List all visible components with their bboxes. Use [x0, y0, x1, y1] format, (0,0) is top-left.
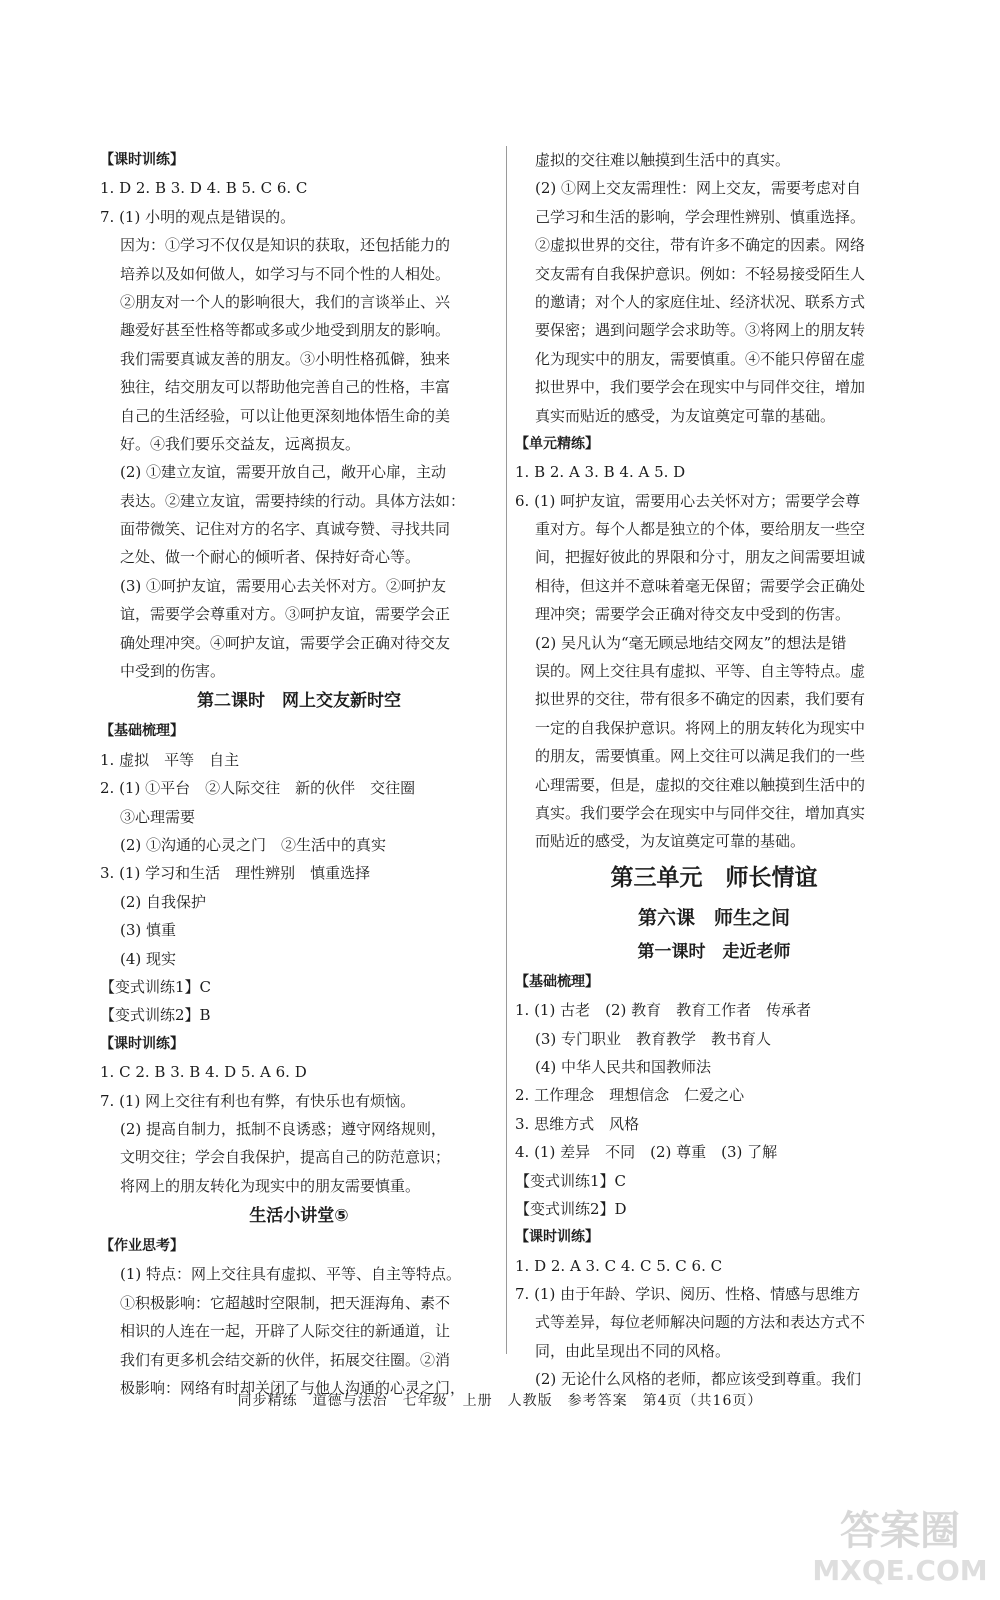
section-tag: 【单元精练】	[515, 435, 599, 452]
left-text-line: 独往，结交朋友可以帮助他完善自己的性格，丰富	[120, 378, 451, 397]
right-text-line: (2) ①网上交友需理性：网上交友，需要考虑对自	[535, 179, 862, 198]
right-text-line: 重对方。每个人都是独立的个体，要给朋友一些空	[535, 520, 866, 539]
left-text-line: (3) ①呵护友谊，需要用心去关怀对方。②呵护友	[120, 576, 447, 595]
left-text-line: (2) ①沟通的心灵之门 ②生活中的真实	[120, 835, 387, 854]
right-text-line: (2) 无论什么风格的老师，都应该受到尊重。我们	[535, 1370, 862, 1389]
section-tag: 【课时训练】	[100, 1035, 184, 1052]
section-tag: 【作业思考】	[100, 1238, 184, 1255]
column-divider	[506, 146, 507, 1354]
right-text-line: 2. 工作理念 理想信念 仁爱之心	[515, 1086, 745, 1105]
right-text-line: 7. (1) 由于年龄、学识、阅历、性格、情感与思维方	[515, 1285, 861, 1304]
right-text-line: 1. B 2. A 3. B 4. A 5. D	[515, 463, 686, 482]
left-text-line: 相识的人连在一起，开辟了人际交往的新通道，让	[120, 1322, 451, 1341]
left-text-line: ②朋友对一个人的影响很大，我们的言谈举止、兴	[120, 292, 451, 311]
left-text-line: 3. (1) 学习和生活 理性辨别 慎重选择	[100, 864, 371, 883]
left-text-line: 7. (1) 网上交往有利也有弊，有快乐也有烦恼。	[100, 1091, 416, 1110]
left-text-line: (1) 特点：网上交往具有虚拟、平等、自主等特点。	[120, 1265, 462, 1284]
right-text-line: 虚拟的交往难以触摸到生活中的真实。	[535, 151, 791, 169]
right-text-line: 相待，但这并不意味着毫无保留；需要学会正确处	[535, 576, 866, 595]
left-text-line: 培养以及如何做人，如学习与不同个性的人相处。	[120, 264, 451, 283]
right-text-line: 拟世界中，我们要学会在现实中与同伴交往，增加	[535, 378, 866, 397]
left-text-line: 文明交往；学会自我保护，提高自己的防范意识；	[120, 1148, 451, 1167]
right-text-line: 同，由此呈现出不同的风格。	[535, 1341, 731, 1360]
page-footer: 同步精练 道德与法治 七年级 上册 人教版 参考答案 第4页（共16页）	[237, 1393, 763, 1409]
left-text-line: 因为：①学习不仅仅是知识的获取，还包括能力的	[120, 236, 451, 255]
right-text-line: 误的。网上交往具有虚拟、平等、自主等特点。虚	[535, 662, 866, 681]
left-text-line: 表达。②建立友谊，需要持续的行动。具体方法如：	[120, 491, 466, 510]
left-text-line: 1. C 2. B 3. B 4. D 5. A 6. D	[100, 1063, 307, 1082]
left-text-line: 确处理冲突。④呵护友谊，需要学会正确对待交友	[120, 633, 451, 652]
section-tag: 【课时训练】	[515, 1229, 599, 1246]
right-text-line: 【变式训练2】D	[515, 1199, 627, 1218]
left-text-line: (2) 提高自制力，抵制不良诱惑；遵守网络规则，	[120, 1119, 447, 1138]
right-text-line: 一定的自我保护意识。将网上的朋友转化为现实中	[535, 718, 866, 737]
right-text-line: 拟世界的交往，带有很多不确定的因素，我们要有	[535, 690, 866, 709]
left-text-line: 【变式训练2】B	[100, 1006, 211, 1025]
left-text-line: 自己的生活经验，可以让他更深刻地体悟生命的美	[120, 406, 451, 425]
right-text-line: 式等差异，每位老师解决问题的方法和表达方式不	[535, 1313, 866, 1332]
left-text-line: 之处、做一个耐心的倾听者、保持好奇心等。	[120, 548, 421, 567]
left-text-line: 【变式训练1】C	[100, 977, 212, 996]
left-text-line: 2. (1) ①平台 ②人际交往 新的伙伴 交往圈	[100, 779, 416, 798]
section-heading: 第二课时 网上交友新时空	[197, 691, 401, 712]
watermark-logo	[806, 1500, 994, 1590]
watermark-top-text: 答案圈	[840, 1508, 960, 1554]
section-tag: 【课时训练】	[100, 152, 184, 168]
right-text-line: 而贴近的感受，为友谊奠定可靠的基础。	[535, 832, 806, 851]
left-text-line: 好。④我们要乐交益友，远离损友。	[120, 434, 361, 453]
left-text-line: (3) 慎重	[120, 921, 177, 940]
left-text-line: (4) 现实	[120, 949, 177, 968]
right-text-line: 己学习和生活的影响，学会理性辨别、慎重选择。	[535, 207, 866, 226]
section-heading: 第一课时 走近老师	[637, 941, 791, 962]
right-text-line: ②虚拟世界的交往，带有许多不确定的因素。网络	[535, 236, 866, 255]
right-text-line: 的邀请；对个人的家庭住址、经济状况、联系方式	[535, 292, 866, 311]
right-text-line: 【变式训练1】C	[515, 1171, 627, 1190]
right-text-line: 1. (1) 古老 (2) 教育 教育工作者 传承者	[515, 1001, 812, 1020]
left-text-line: 谊，需要学会尊重对方。③呵护友谊，需要学会正	[120, 605, 451, 624]
right-text-line: 交友需有自我保护意识。例如：不轻易接受陌生人	[535, 264, 866, 283]
left-text-line: 1. 虚拟 平等 自主	[100, 750, 240, 769]
left-text-line: 我们需要真诚友善的朋友。③小明性格孤僻，独来	[120, 349, 451, 368]
left-text-line: 我们有更多机会结交新的伙伴，拓展交往圈。②消	[120, 1350, 451, 1369]
right-text-line: 化为现实中的朋友，需要慎重。④不能只停留在虚	[535, 349, 866, 368]
right-text-line: 间，把握好彼此的界限和分寸，朋友之间需要坦诚	[535, 548, 866, 567]
section-tag: 【基础梳理】	[515, 973, 599, 990]
right-text-line: 要保密；遇到问题学会求助等。③将网上的朋友转	[535, 321, 866, 340]
left-text-line: 面带微笑、记住对方的名字、真诚夸赞、寻找共同	[120, 520, 451, 539]
left-text-line: ③心理需要	[120, 807, 196, 826]
right-text-line: 真实。我们要学会在现实中与同伴交往，增加真实	[535, 803, 866, 822]
right-text-line: 3. 思维方式 风格	[515, 1114, 640, 1133]
right-text-line: 真实而贴近的感受，为友谊奠定可靠的基础。	[535, 406, 836, 425]
left-text-line: (2) ①建立友谊，需要开放自己，敞开心扉，主动	[120, 463, 447, 482]
section-heading: 生活小讲堂⑤	[249, 1206, 349, 1227]
right-text-line: (4) 中华人民共和国教师法	[535, 1057, 712, 1076]
section-heading: 第六课 师生之间	[637, 906, 790, 929]
left-column	[100, 146, 498, 1402]
right-text-line: 心理需要，但是，虚拟的交往难以触摸到生活中的	[535, 775, 866, 794]
watermark-bottom-text: MXQE.COM	[812, 1554, 988, 1587]
right-text-line: (3) 专门职业 教育教学 教书育人	[535, 1029, 772, 1048]
right-text-line: 6. (1) 呵护友谊，需要用心去关怀对方；需要学会尊	[515, 491, 861, 510]
left-text-line: 趣爱好甚至性格等都或多或少地受到朋友的影响。	[120, 321, 451, 340]
right-text-line: 理冲突；需要学会正确对待交友中受到的伤害。	[535, 605, 851, 624]
right-text-line: 的朋友，需要慎重。网上交往可以满足我们的一些	[535, 747, 866, 766]
left-text-line: 极影响：网络有时却关闭了与他人沟通的心灵之门，	[120, 1379, 466, 1398]
left-text-line: 7. (1) 小明的观点是错误的。	[100, 207, 296, 226]
right-text-line: 4. (1) 差异 不同 (2) 尊重 (3) 了解	[515, 1143, 778, 1162]
left-text-line: 将网上的朋友转化为现实中的朋友需要慎重。	[120, 1176, 421, 1195]
right-text-line: (2) 吴凡认为“毫无顾忌地结交网友”的想法是错	[535, 633, 847, 652]
left-text-line: (2) 自我保护	[120, 892, 207, 911]
left-text-line: 1. D 2. B 3. D 4. B 5. C 6. C	[100, 179, 308, 198]
left-text-line: 中受到的伤害。	[120, 662, 226, 681]
section-tag: 【基础梳理】	[100, 723, 184, 740]
right-column	[515, 146, 913, 1394]
right-text-line: 1. D 2. A 3. C 4. C 5. C 6. C	[515, 1256, 723, 1275]
section-heading: 第三单元 师长情谊	[610, 864, 818, 891]
left-text-line: ①积极影响：它超越时空限制，把天涯海角、素不	[120, 1293, 451, 1312]
